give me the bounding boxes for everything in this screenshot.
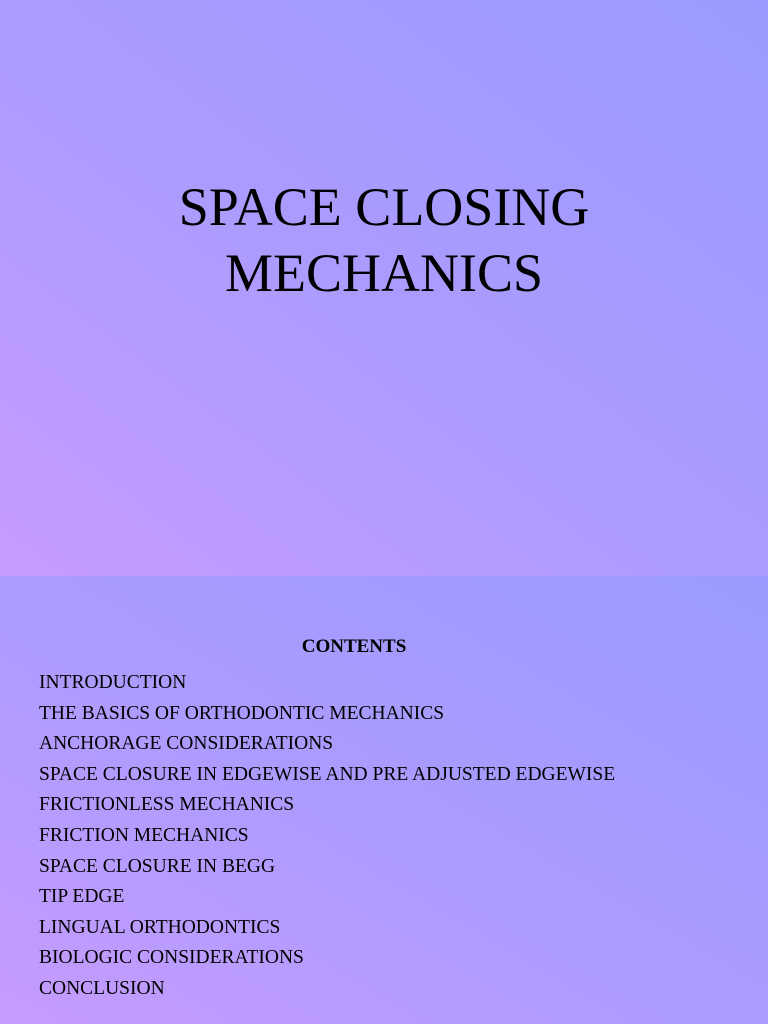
contents-item-tip-edge: TIP EDGE — [39, 886, 125, 908]
contents-item-frictionless: FRICTIONLESS MECHANICS — [39, 794, 295, 816]
contents-item-begg: SPACE CLOSURE IN BEGG — [39, 855, 276, 877]
contents-item-edgewise: SPACE CLOSURE IN EDGEWISE AND PRE ADJUSTED EDGEWISE — [39, 763, 616, 785]
slide-title — [0, 174, 768, 306]
contents-heading: CONTENTS — [301, 636, 407, 657]
contents-item-lingual: LINGUAL ORTHODONTICS — [39, 916, 281, 938]
contents-item-basics: THE BASICS OF ORTHODONTIC MECHANICS — [39, 702, 445, 724]
title-line-2: MECHANICS — [224, 243, 544, 303]
contents-item-anchorage: ANCHORAGE CONSIDERATIONS — [39, 733, 334, 755]
title-line-1: SPACE CLOSING — [178, 177, 590, 237]
contents-item-conclusion: CONCLUSION — [39, 977, 165, 999]
contents-list — [39, 668, 615, 1005]
contents-item-biologic: BIOLOGIC CONSIDERATIONS — [39, 947, 304, 969]
contents-item-friction: FRICTION MECHANICS — [39, 824, 249, 846]
contents-item-introduction: INTRODUCTION — [39, 672, 187, 693]
contents-slide — [0, 576, 768, 1024]
